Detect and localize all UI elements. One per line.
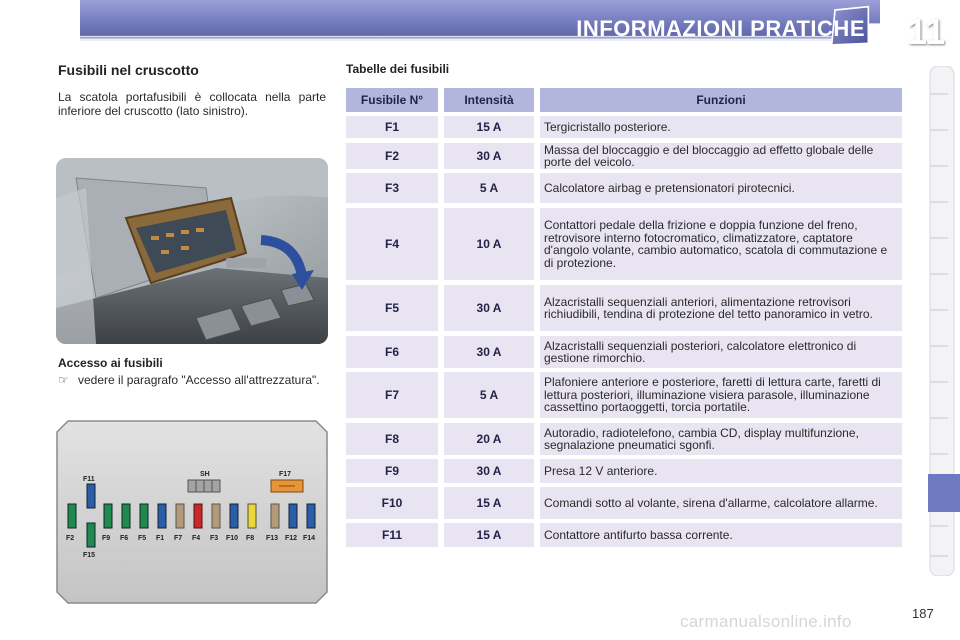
header-functions: Funzioni <box>540 88 902 112</box>
fuse-label-f3: F3 <box>210 535 219 542</box>
table-row-fuse: F6 <box>346 336 438 368</box>
chapter-tabs <box>928 66 960 576</box>
fuse-label-f11: F11 <box>83 476 95 483</box>
table-row-amp: 30 A <box>444 459 534 483</box>
fuse-label-f7: F7 <box>174 535 183 542</box>
table-row-fuse: F5 <box>346 285 438 331</box>
table-row-amp: 20 A <box>444 423 534 455</box>
fusebox-diagram <box>56 420 328 604</box>
fuse-label-f14: F14 <box>303 535 316 542</box>
fuse-label-f13: F13 <box>266 535 279 542</box>
access-title: Accesso ai fusibili <box>58 356 163 370</box>
table-row-fuse: F7 <box>346 372 438 418</box>
fuse-label-f2: F2 <box>66 535 75 542</box>
fuse-label-f17: F17 <box>279 471 292 478</box>
table-row-func: Comandi sotto al volante, sirena d'allarme, calcolatore allarme. <box>540 487 902 519</box>
table-row-amp: 30 A <box>444 143 534 169</box>
table-row-fuse: F4 <box>346 208 438 280</box>
active-tab <box>928 474 960 512</box>
table-row-func: Plafoniere anteriore e posteriore, faretti di lettura carte, faretti di lettura posteriori, illuminazione visiera parasole, illuminazione cassettino portaoggetti, torcia portatile. <box>540 372 902 418</box>
page-title: INFORMAZIONI PRATICHE <box>576 16 865 41</box>
fuse-label-sh: SH <box>200 471 210 478</box>
fuse-label-f5: F5 <box>138 535 147 542</box>
table-row-func: Massa del bloccaggio e del bloccaggio ad effetto globale delle porte del veicolo. <box>540 143 902 169</box>
watermark: carmanualsonline.info <box>680 612 852 631</box>
table-row-amp: 15 A <box>444 116 534 138</box>
table-row-fuse: F1 <box>346 116 438 138</box>
table-row-fuse: F9 <box>346 459 438 483</box>
table-row-amp: 30 A <box>444 285 534 331</box>
fuse-label-f1: F1 <box>156 535 165 542</box>
fuse-label-f8: F8 <box>246 535 255 542</box>
pointing-hand-icon: ☞ <box>58 373 69 387</box>
table-row-amp: 30 A <box>444 336 534 368</box>
table-row-func: Alzacristalli sequenziali posteriori, calcolatore elettronico di gestione rimorchio. <box>540 336 902 368</box>
table-row-fuse: F11 <box>346 523 438 547</box>
fuse-label-f9: F9 <box>102 535 111 542</box>
fuse-label-f15: F15 <box>83 552 96 559</box>
dashboard-fusebox-photo <box>56 158 328 344</box>
table-row-func: Contattori pedale della frizione e doppia funzione del freno, retrovisore interno fotocromatico, climatizzatore, captatore d'angolo volante, cambio automatico, scatola di commutazione e di protezione. <box>540 208 902 280</box>
fuse-label-f6: F6 <box>120 535 129 542</box>
section-title: Fusibili nel cruscotto <box>58 62 199 78</box>
table-row-fuse: F10 <box>346 487 438 519</box>
chapter-number: 11 <box>906 11 946 52</box>
fuse-label-f12: F12 <box>285 535 298 542</box>
table-row-amp: 15 A <box>444 523 534 547</box>
table-row-func: Presa 12 V anteriore. <box>540 459 902 483</box>
table-row-fuse: F8 <box>346 423 438 455</box>
fuse-label-f4: F4 <box>192 535 201 542</box>
table-row-amp: 10 A <box>444 208 534 280</box>
table-row-func: Alzacristalli sequenziali anteriori, alimentazione retrovisori richiudibili, tendina di protezione del tetto panoramico in vetro. <box>540 285 902 331</box>
access-instruction-text: vedere il paragrafo "Accesso all'attrezzatura". <box>78 373 320 387</box>
table-row-fuse: F2 <box>346 143 438 169</box>
page-number: 187 <box>912 606 934 621</box>
table-row-amp: 15 A <box>444 487 534 519</box>
header-fuse-number: Fusibile N° <box>346 88 438 112</box>
intro-text: La scatola portafusibili è collocata nella parte inferiore del cruscotto (lato sinistro). <box>58 90 326 118</box>
access-instruction <box>58 373 326 387</box>
table-row-func: Calcolatore airbag e pretensionatori pirotecnici. <box>540 173 902 203</box>
header-amperage: Intensità <box>444 88 534 112</box>
table-row-amp: 5 A <box>444 372 534 418</box>
table-title: Tabelle dei fusibili <box>346 62 450 76</box>
table-row-func: Contattore antifurto bassa corrente. <box>540 523 902 547</box>
table-row-func: Autoradio, radiotelefono, cambia CD, display multifunzione, segnalazione pneumatici sgonfi. <box>540 423 902 455</box>
fuse-label-f10: F10 <box>226 535 239 542</box>
table-row-func: Tergicristallo posteriore. <box>540 116 902 138</box>
table-row-fuse: F3 <box>346 173 438 203</box>
table-row-amp: 5 A <box>444 173 534 203</box>
